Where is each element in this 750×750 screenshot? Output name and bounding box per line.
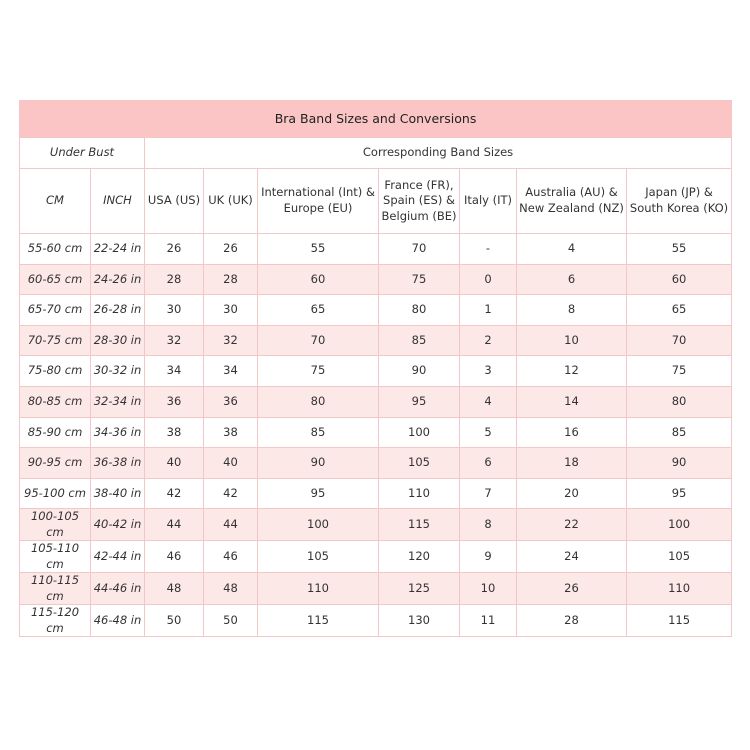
cell-it: 11	[460, 605, 517, 637]
cell-uk: 32	[204, 325, 258, 356]
cell-au: 18	[517, 448, 627, 479]
cell-uk: 36	[204, 386, 258, 417]
cell-fr: 80	[379, 295, 460, 326]
cell-int: 110	[258, 573, 379, 605]
cell-au: 26	[517, 573, 627, 605]
cell-au: 14	[517, 386, 627, 417]
cell-cm: 105-110 cm	[20, 541, 91, 573]
cell-int: 80	[258, 386, 379, 417]
cell-us: 48	[145, 573, 204, 605]
cell-cm: 90-95 cm	[20, 448, 91, 479]
table-row	[20, 325, 732, 356]
col-header-jp: Japan (JP) & South Korea (KO)	[627, 169, 732, 234]
cell-uk: 38	[204, 417, 258, 448]
cell-uk: 30	[204, 295, 258, 326]
cell-it: 2	[460, 325, 517, 356]
cell-fr: 120	[379, 541, 460, 573]
cell-fr: 95	[379, 386, 460, 417]
cell-cm: 60-65 cm	[20, 264, 91, 295]
cell-au: 6	[517, 264, 627, 295]
cell-uk: 34	[204, 356, 258, 387]
cell-uk: 50	[204, 605, 258, 637]
cell-fr: 130	[379, 605, 460, 637]
cell-cm: 110-115 cm	[20, 573, 91, 605]
cell-fr: 125	[379, 573, 460, 605]
cell-it: 10	[460, 573, 517, 605]
table-body	[20, 234, 732, 637]
cell-jp: 85	[627, 417, 732, 448]
cell-jp: 110	[627, 573, 732, 605]
cell-int: 75	[258, 356, 379, 387]
cell-us: 38	[145, 417, 204, 448]
cell-us: 46	[145, 541, 204, 573]
cell-inch: 24-26 in	[91, 264, 145, 295]
cell-jp: 95	[627, 478, 732, 509]
under-bust-header: Under Bust	[20, 138, 145, 169]
cell-us: 42	[145, 478, 204, 509]
col-header-au: Australia (AU) & New Zealand (NZ)	[517, 169, 627, 234]
cell-cm: 65-70 cm	[20, 295, 91, 326]
cell-uk: 42	[204, 478, 258, 509]
cell-inch: 42-44 in	[91, 541, 145, 573]
table-row	[20, 356, 732, 387]
cell-int: 105	[258, 541, 379, 573]
cell-it: 7	[460, 478, 517, 509]
cell-jp: 55	[627, 234, 732, 265]
cell-us: 30	[145, 295, 204, 326]
table-title: Bra Band Sizes and Conversions	[20, 101, 732, 138]
cell-au: 24	[517, 541, 627, 573]
cell-int: 70	[258, 325, 379, 356]
cell-uk: 48	[204, 573, 258, 605]
col-header-uk: UK (UK)	[204, 169, 258, 234]
col-header-cm: CM	[20, 169, 91, 234]
cell-jp: 105	[627, 541, 732, 573]
cell-it: 8	[460, 509, 517, 541]
cell-inch: 36-38 in	[91, 448, 145, 479]
col-header-int: International (Int) & Europe (EU)	[258, 169, 379, 234]
cell-us: 28	[145, 264, 204, 295]
cell-cm: 75-80 cm	[20, 356, 91, 387]
cell-us: 44	[145, 509, 204, 541]
cell-inch: 40-42 in	[91, 509, 145, 541]
table-row	[20, 605, 732, 637]
cell-uk: 46	[204, 541, 258, 573]
cell-cm: 115-120 cm	[20, 605, 91, 637]
col-header-us: USA (US)	[145, 169, 204, 234]
table-row	[20, 509, 732, 541]
cell-uk: 26	[204, 234, 258, 265]
cell-jp: 100	[627, 509, 732, 541]
cell-au: 22	[517, 509, 627, 541]
cell-it: 4	[460, 386, 517, 417]
cell-cm: 85-90 cm	[20, 417, 91, 448]
cell-uk: 28	[204, 264, 258, 295]
cell-int: 85	[258, 417, 379, 448]
cell-fr: 110	[379, 478, 460, 509]
cell-it: 0	[460, 264, 517, 295]
cell-us: 26	[145, 234, 204, 265]
table-row	[20, 264, 732, 295]
col-header-inch: INCH	[91, 169, 145, 234]
cell-it: 6	[460, 448, 517, 479]
cell-fr: 115	[379, 509, 460, 541]
cell-fr: 100	[379, 417, 460, 448]
cell-cm: 80-85 cm	[20, 386, 91, 417]
col-header-fr: France (FR), Spain (ES) & Belgium (BE)	[379, 169, 460, 234]
cell-it: 3	[460, 356, 517, 387]
cell-int: 65	[258, 295, 379, 326]
cell-jp: 60	[627, 264, 732, 295]
cell-us: 32	[145, 325, 204, 356]
col-header-it: Italy (IT)	[460, 169, 517, 234]
table-row	[20, 295, 732, 326]
cell-cm: 55-60 cm	[20, 234, 91, 265]
cell-it: 9	[460, 541, 517, 573]
cell-inch: 26-28 in	[91, 295, 145, 326]
cell-au: 16	[517, 417, 627, 448]
cell-cm: 95-100 cm	[20, 478, 91, 509]
cell-us: 40	[145, 448, 204, 479]
cell-us: 34	[145, 356, 204, 387]
cell-it: -	[460, 234, 517, 265]
cell-uk: 44	[204, 509, 258, 541]
cell-int: 60	[258, 264, 379, 295]
cell-jp: 115	[627, 605, 732, 637]
cell-jp: 75	[627, 356, 732, 387]
cell-it: 5	[460, 417, 517, 448]
table-row	[20, 573, 732, 605]
cell-it: 1	[460, 295, 517, 326]
cell-jp: 70	[627, 325, 732, 356]
cell-fr: 90	[379, 356, 460, 387]
table-row	[20, 448, 732, 479]
cell-fr: 75	[379, 264, 460, 295]
table-row	[20, 541, 732, 573]
cell-inch: 46-48 in	[91, 605, 145, 637]
cell-inch: 44-46 in	[91, 573, 145, 605]
cell-au: 8	[517, 295, 627, 326]
cell-au: 4	[517, 234, 627, 265]
cell-int: 95	[258, 478, 379, 509]
corresponding-band-sizes-header: Corresponding Band Sizes	[145, 138, 732, 169]
cell-cm: 100-105 cm	[20, 509, 91, 541]
cell-fr: 70	[379, 234, 460, 265]
cell-us: 50	[145, 605, 204, 637]
cell-fr: 105	[379, 448, 460, 479]
cell-us: 36	[145, 386, 204, 417]
table-row	[20, 234, 732, 265]
cell-inch: 28-30 in	[91, 325, 145, 356]
cell-int: 90	[258, 448, 379, 479]
cell-cm: 70-75 cm	[20, 325, 91, 356]
cell-au: 20	[517, 478, 627, 509]
cell-jp: 90	[627, 448, 732, 479]
cell-uk: 40	[204, 448, 258, 479]
cell-inch: 38-40 in	[91, 478, 145, 509]
cell-int: 100	[258, 509, 379, 541]
cell-au: 12	[517, 356, 627, 387]
size-conversion-table	[19, 100, 732, 637]
cell-inch: 30-32 in	[91, 356, 145, 387]
cell-inch: 32-34 in	[91, 386, 145, 417]
table-row	[20, 417, 732, 448]
cell-int: 115	[258, 605, 379, 637]
table-row	[20, 386, 732, 417]
cell-jp: 65	[627, 295, 732, 326]
cell-int: 55	[258, 234, 379, 265]
cell-inch: 34-36 in	[91, 417, 145, 448]
cell-jp: 80	[627, 386, 732, 417]
cell-fr: 85	[379, 325, 460, 356]
cell-inch: 22-24 in	[91, 234, 145, 265]
cell-au: 10	[517, 325, 627, 356]
cell-au: 28	[517, 605, 627, 637]
table-row	[20, 478, 732, 509]
